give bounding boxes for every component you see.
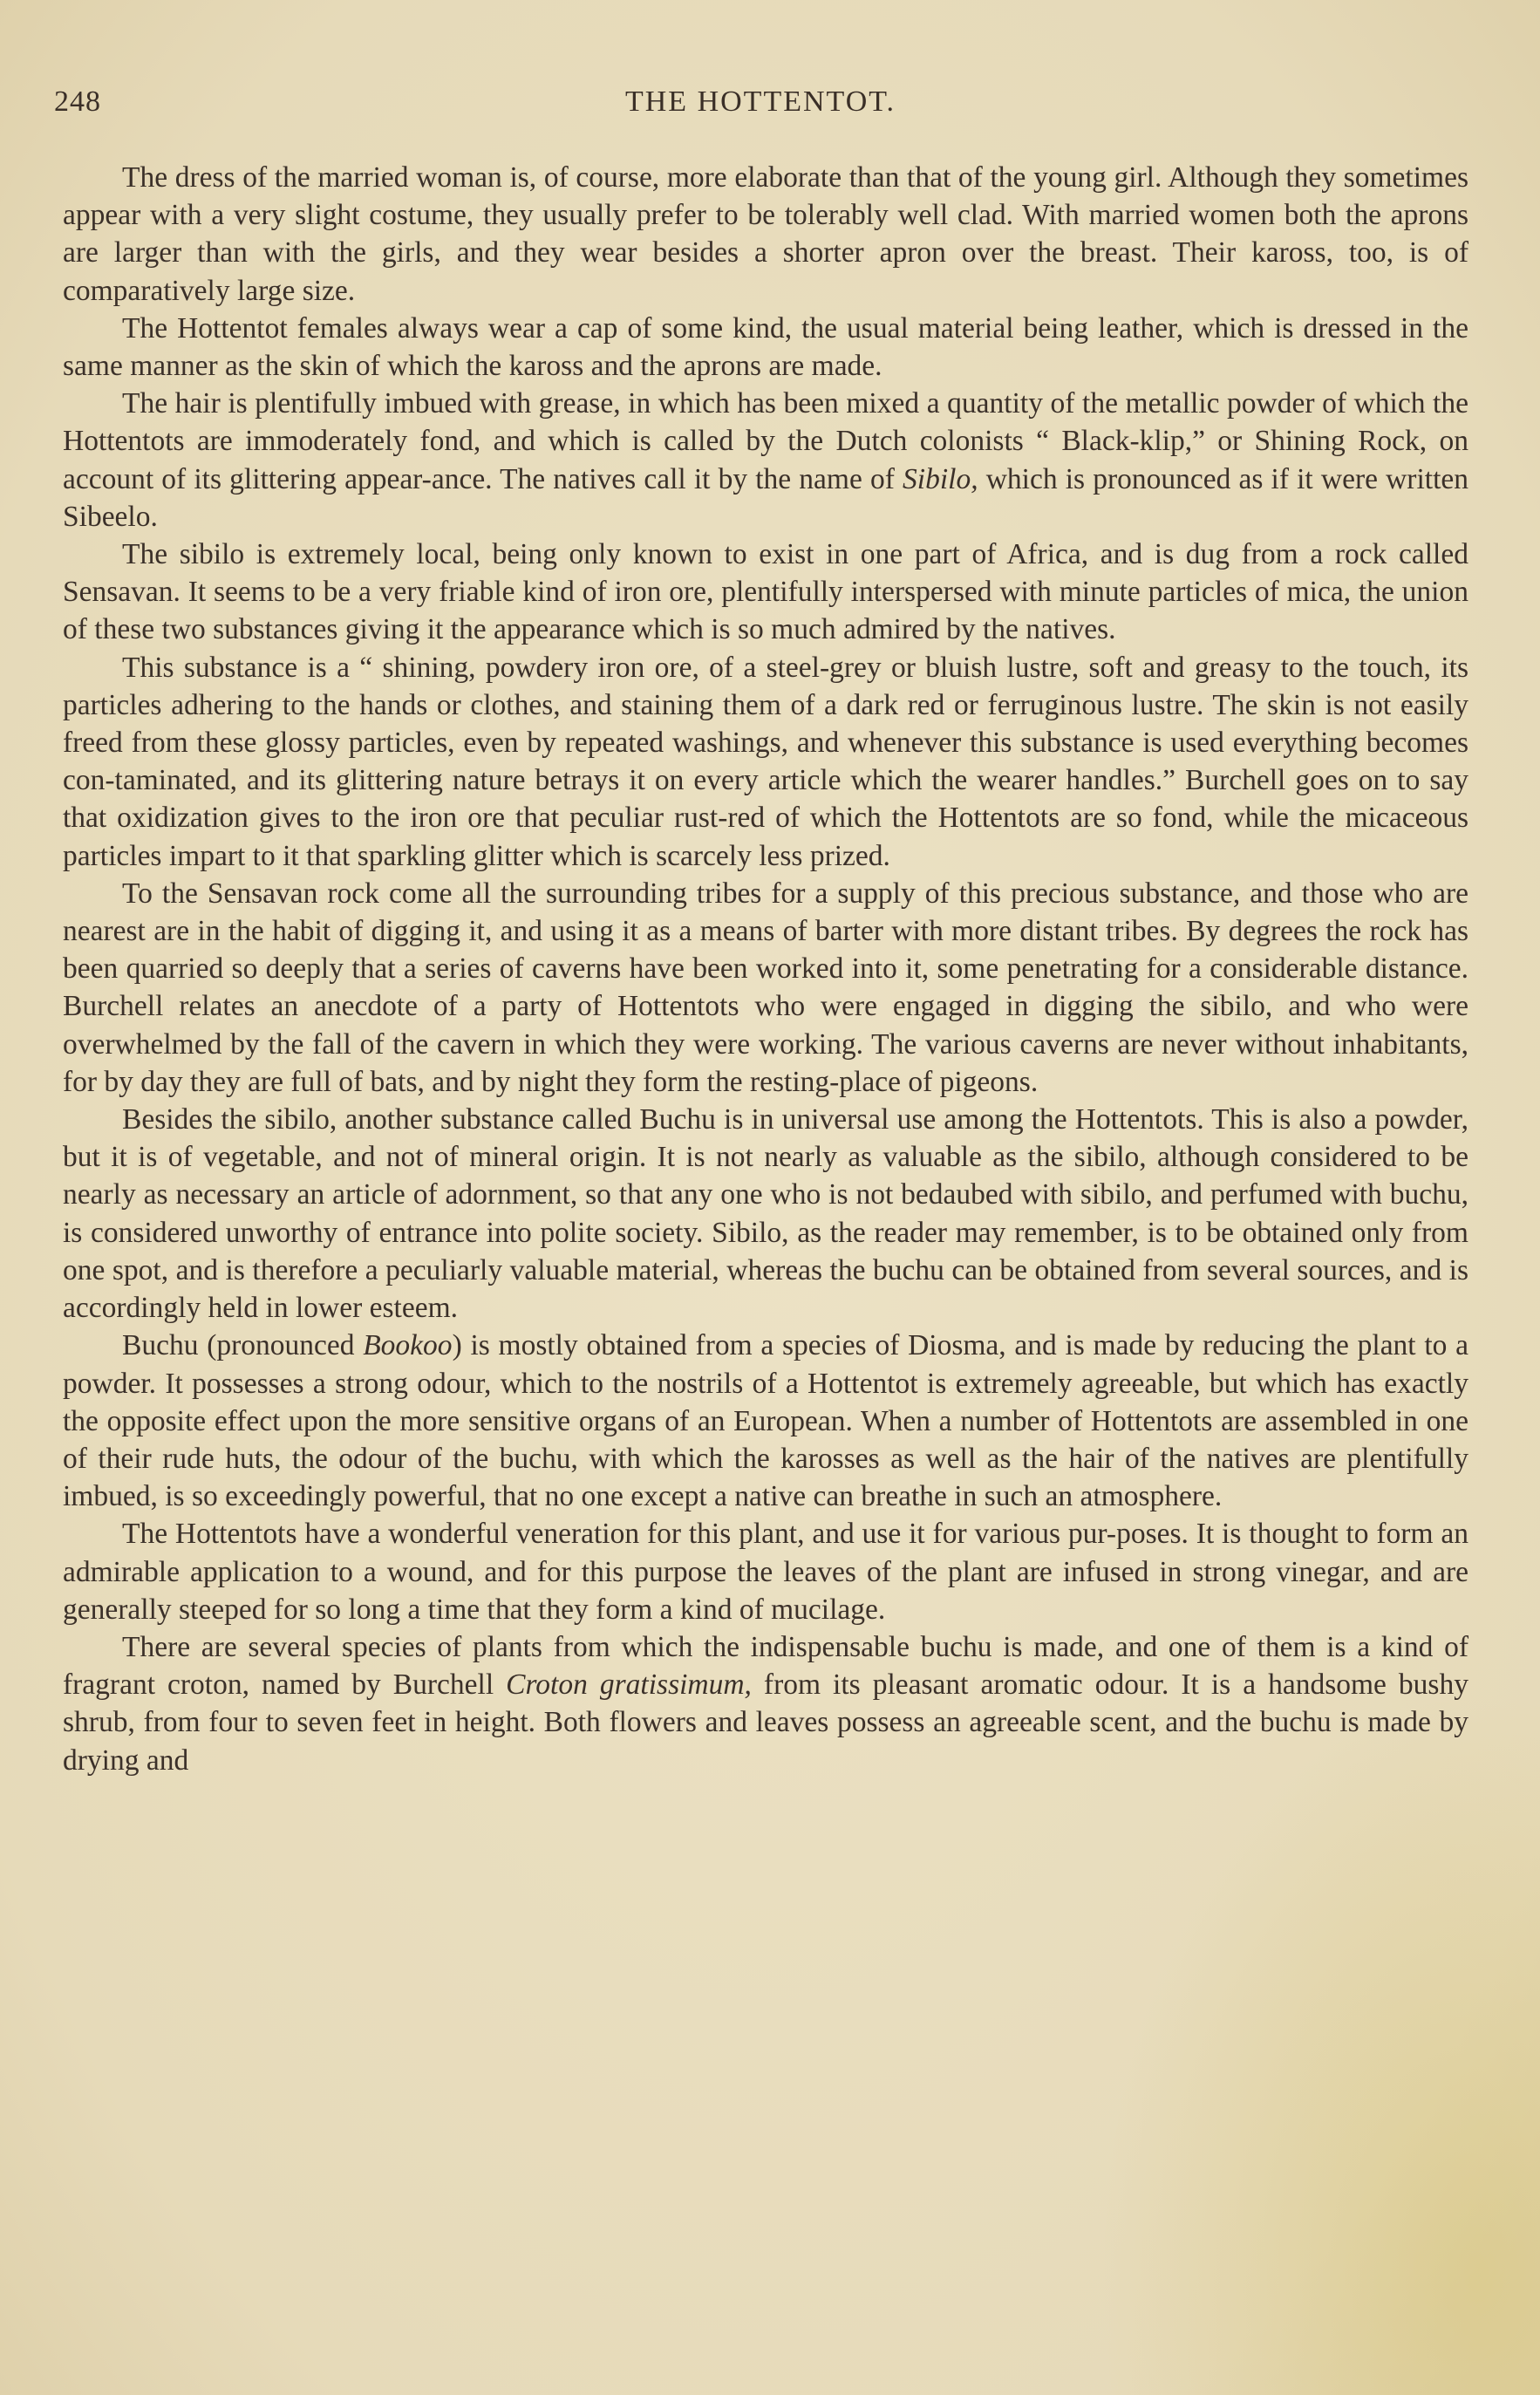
text-segment: To the Sensavan rock come all the surrounding tribes for a supply of this precious substance, and those who are nearest are in the habit of digging it, and using it as a means of barter with more distant tribes. By degrees the rock has been quarried so deeply that a series of caverns have been worked into it, some penetrating for a considerable distance. Burchell relates an anecdote of a party of Hottentots who were engaged in digging the sibilo, and who were overwhelmed by the fall of the cavern in which they were working. The various caverns are never without inhabitants, for by day they are full of bats, and by night they form the resting-place of pigeons.: [63, 877, 1468, 1098]
paragraph-sensavan-rock: [63, 875, 1468, 1101]
paragraph-substance-description: [63, 649, 1468, 875]
paragraph-buchu-pronounced: [63, 1327, 1468, 1515]
paragraph-croton: [63, 1628, 1468, 1779]
text-segment: This substance is a “ shining, powdery iron ore, of a steel-grey or bluish lustre, soft and greasy to the touch, its particles adhering to the hands or clothes, and staining them of a dark red or ferruginous lustre. The skin is not easily freed from these glossy particles, even by repeated washings, and whenever this substance is used everything becomes con-taminated, and its glittering nature betrays it on every article which the wearer handles.” Burchell goes on to say that oxidization gives to the iron ore that peculiar rust-red of which the Hottentots are so fond, while the micaceous particles impart to it that sparkling glitter which is scarcely less prized.: [63, 651, 1468, 872]
text-segment: The Hottentots have a wonderful veneration for this plant, and use it for various pur-poses. It is thought to form an admirable application to a wound, and for this purpose the leaves of the plant are infused in strong vinegar, and are generally steeped for so long a time that they form a kind of mucilage.: [63, 1518, 1468, 1626]
text-segment: There are several species of plants from which the indispensable buchu is made, and one of them is a kind of fragrant croton, named by Burchell: [63, 1630, 1468, 1702]
italic-term-croton: Croton gratissimum,: [506, 1668, 752, 1702]
italic-term-bookoo: Bookoo: [363, 1329, 453, 1362]
paragraph-veneration: [63, 1515, 1468, 1628]
italic-term-sibilo: Sibilo,: [903, 462, 978, 495]
text-segment: The Hottentot females always wear a cap of some kind, the usual material being leather, which is dressed in the same manner as the skin of which the kaross and the aprons are made.: [63, 311, 1468, 383]
paragraph-hair-grease: [63, 385, 1468, 536]
paragraph-married-woman-dress: [63, 159, 1468, 310]
page-number: 248: [54, 85, 101, 118]
paragraph-females-cap: [63, 310, 1468, 385]
text-segment: which is pronounced as if it were written Sibeelo.: [63, 462, 1468, 533]
text-segment: The dress of the married woman is, of course, more elaborate than that of the young girl. Although they sometimes appear with a very slight costume, they usually prefer to be tolerably well clad. With married women both the aprons are larger than with the girls, and they wear besides a shorter apron over the breast. Their kaross, too, is of comparatively large size.: [63, 161, 1468, 307]
text-segment: from its pleasant aromatic odour. It is a handsome bushy shrub, from four to seven feet in height. Both flowers and leaves possess an agreeable scent, and the buchu is made by drying and: [63, 1668, 1468, 1777]
page-title: THE HOTTENTOT.: [624, 85, 896, 118]
paragraph-buchu-intro: [63, 1101, 1468, 1327]
text-segment: Buchu (pronounced: [122, 1329, 364, 1362]
text-segment: ) is mostly obtained from a species of Diosma, and is made by reducing the plant to a powder. It possesses a strong odour, which to the nostrils of a Hottentot is extremely agreeable, but which has exactly the opposite effect upon the more sensitive organs of an European. When a number of Hottentots are assembled in one of their rude huts, the odour of the buchu, with which the karosses as well as the hair of the natives are plentifully imbued, is so exceedingly powerful, that no one except a native can breathe in such an atmosphere.: [63, 1329, 1468, 1513]
text-segment: The sibilo is extremely local, being only known to exist in one part of Africa, and is dug from a rock called Sensavan. It seems to be a very friable kind of iron ore, plentifully interspersed with minute particles of mica, the union of these two substances giving it the appearance which is so much admired by the natives.: [63, 538, 1468, 646]
body-text: [63, 159, 1468, 1779]
text-segment: Besides the sibilo, another substance called Buchu is in universal use among the Hottentots. This is also a powder, but it is of vegetable, and not of mineral origin. It is not nearly as valuable as the sibilo, although considered to be nearly as necessary an article of adornment, so that any one who is not bedaubed with sibilo, and perfumed with buchu, is considered unworthy of entrance into polite society. Sibilo, as the reader may remember, is to be obtained only from one spot, and is therefore a peculiarly valuable material, whereas the buchu can be obtained from several sources, and is accordingly held in lower esteem.: [63, 1103, 1468, 1325]
paragraph-sibilo-local: [63, 536, 1468, 649]
running-head: [54, 85, 1467, 129]
text-segment: The hair is plentifully imbued with grease, in which has been mixed a quantity of the metallic powder of which the Hottentots are immoderately fond, and which is called by the Dutch colonists “ Black-klip,” or Shining Rock, on account of its glittering appear-ance. The natives call it by the name of: [63, 387, 1468, 495]
